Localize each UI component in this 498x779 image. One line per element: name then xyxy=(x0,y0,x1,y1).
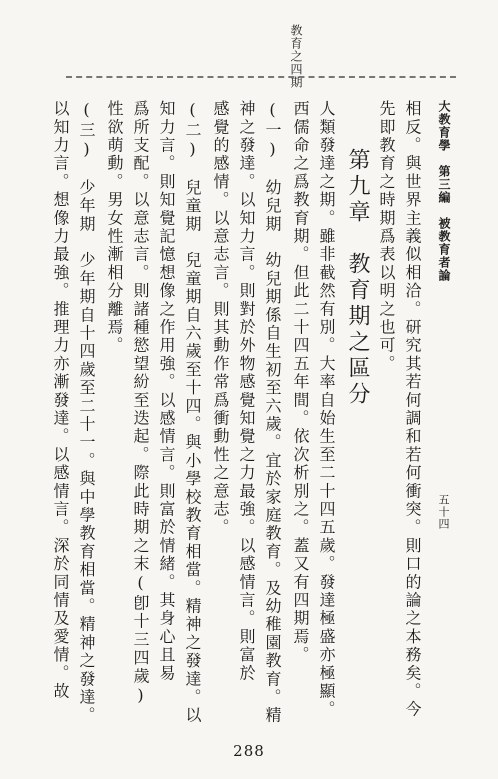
page-number: 五十四 xyxy=(437,494,450,530)
text-column-2: 相反。與世界主義似相洽。研究其若何調和若何衝突。則口的論之本務矣。今 xyxy=(403,100,422,719)
text-column-9: (二) 兒童期 兒童期自六歲至十四。與小學校教育相當。精神之發達。以 xyxy=(183,100,202,725)
header-chapter-label: 教育之四期 xyxy=(289,24,303,89)
text-column-4: 人類發達之期。雖非截然有別。大率自始生至二十四五歲。發達極盛亦極顯。 xyxy=(317,100,336,719)
text-column-5: 西儒命之爲教育期。但此二十四五年間。依次析別之。蓋又有四期焉。 xyxy=(291,100,310,665)
text-column-3: 先即教育之時期爲表以明之也可。 xyxy=(377,100,396,373)
text-column-1 xyxy=(436,100,452,282)
text-column-13: (三) 少年期 少年期自十四歲至二十一。與中學教育相當。精神之發達。 xyxy=(77,100,96,725)
chapter-title: 第九章 教育期之區分 xyxy=(345,148,370,408)
text-column-14: 以知力言。想像力最強。推理力亦漸發達。以感情言。深於同情及愛情。故 xyxy=(51,100,70,701)
text-column-6: (一) 幼兒期 幼兒期係自生初至六歲。宜於家庭教育。及幼稚園教育。精 xyxy=(263,100,282,725)
text-column-10: 知力言。則知覺記憶想像之作用強。以感情言。則富於情緒。其身心且易 xyxy=(157,100,176,683)
header-rule xyxy=(66,76,456,78)
text-column-11: 爲所支配。以意志言。則諸種慾望紛至迭起。際此時期之末(卽十三四歲) xyxy=(131,100,150,707)
text-column-7: 神之發達。以知力言。則對於外物感覺知覺之力最強。以感情言。則富於 xyxy=(237,100,256,683)
page-folio: 288 xyxy=(233,742,265,760)
text-column-8: 感覺的感情。以意志言。則其動作常爲衝動性之意志。 xyxy=(211,100,230,537)
text-column-12: 性欲萌動。男女性漸相分離焉。 xyxy=(105,100,124,355)
running-title: 大教育學 第三編 被教育者論 xyxy=(437,100,451,282)
